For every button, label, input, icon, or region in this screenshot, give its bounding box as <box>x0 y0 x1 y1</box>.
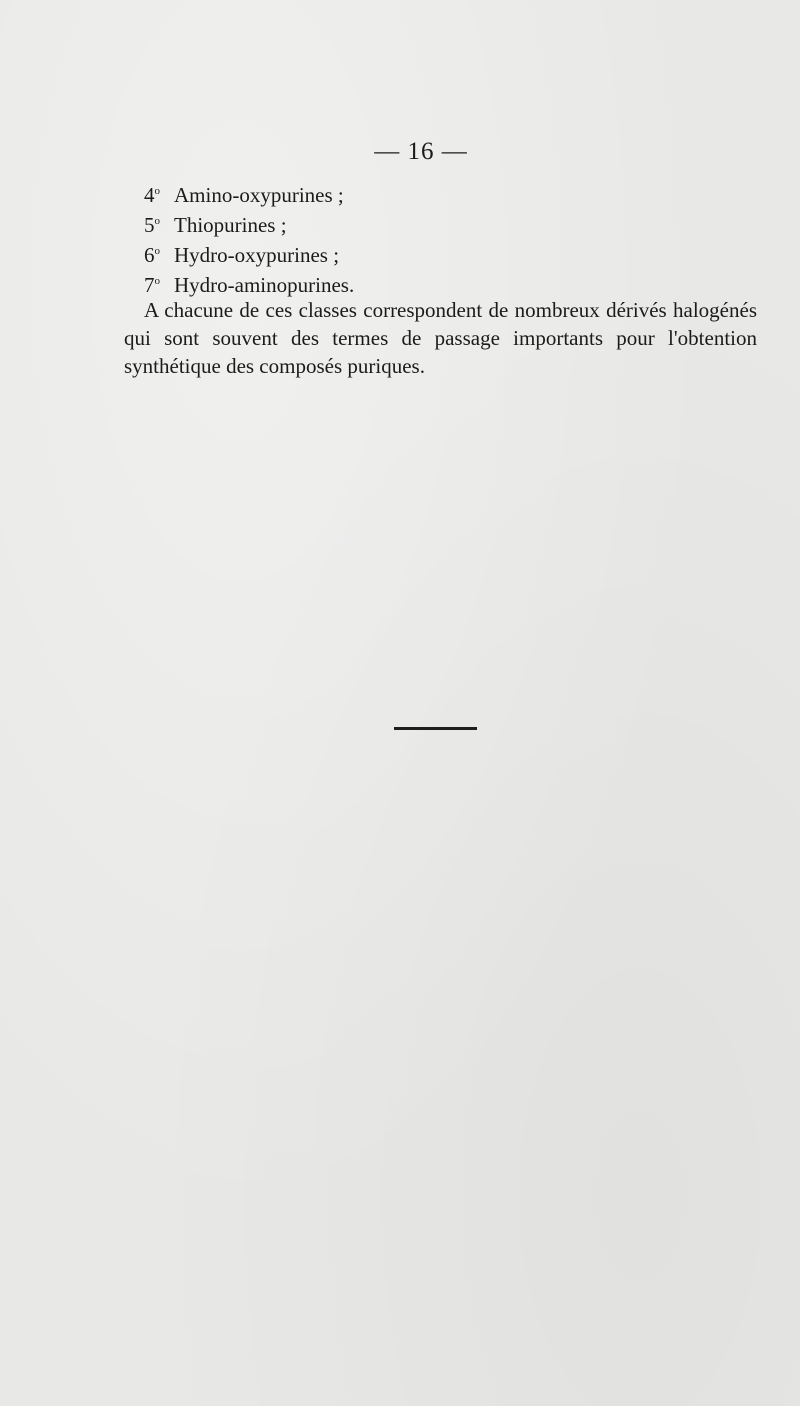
list-item-text: Hydro-aminopurines. <box>174 273 355 297</box>
list-item <box>144 206 354 236</box>
list-item-text: Thiopurines ; <box>174 213 287 237</box>
list-item-number: 5$^o$ <box>144 213 160 237</box>
body-paragraph: A chacune de ces classes correspondent de nombreux dérivés halogénés qui sont souvent des termes de passage importants pour l'obtention synthétique des composés puriques. <box>124 298 757 378</box>
list-item <box>144 176 354 206</box>
list-item-number: 7$^o$ <box>144 273 160 297</box>
list-item-number: 4$^o$ <box>144 183 160 207</box>
list-item-text: Hydro-oxypurines ; <box>174 243 340 267</box>
page-number: — 16 — <box>374 138 468 165</box>
purine-classes-list <box>144 176 354 296</box>
list-item-text: Amino-oxypurines ; <box>174 183 344 207</box>
list-item <box>144 266 354 296</box>
list-item <box>144 236 354 266</box>
section-end-rule <box>394 727 477 730</box>
list-item-number: 6$^o$ <box>144 243 160 267</box>
